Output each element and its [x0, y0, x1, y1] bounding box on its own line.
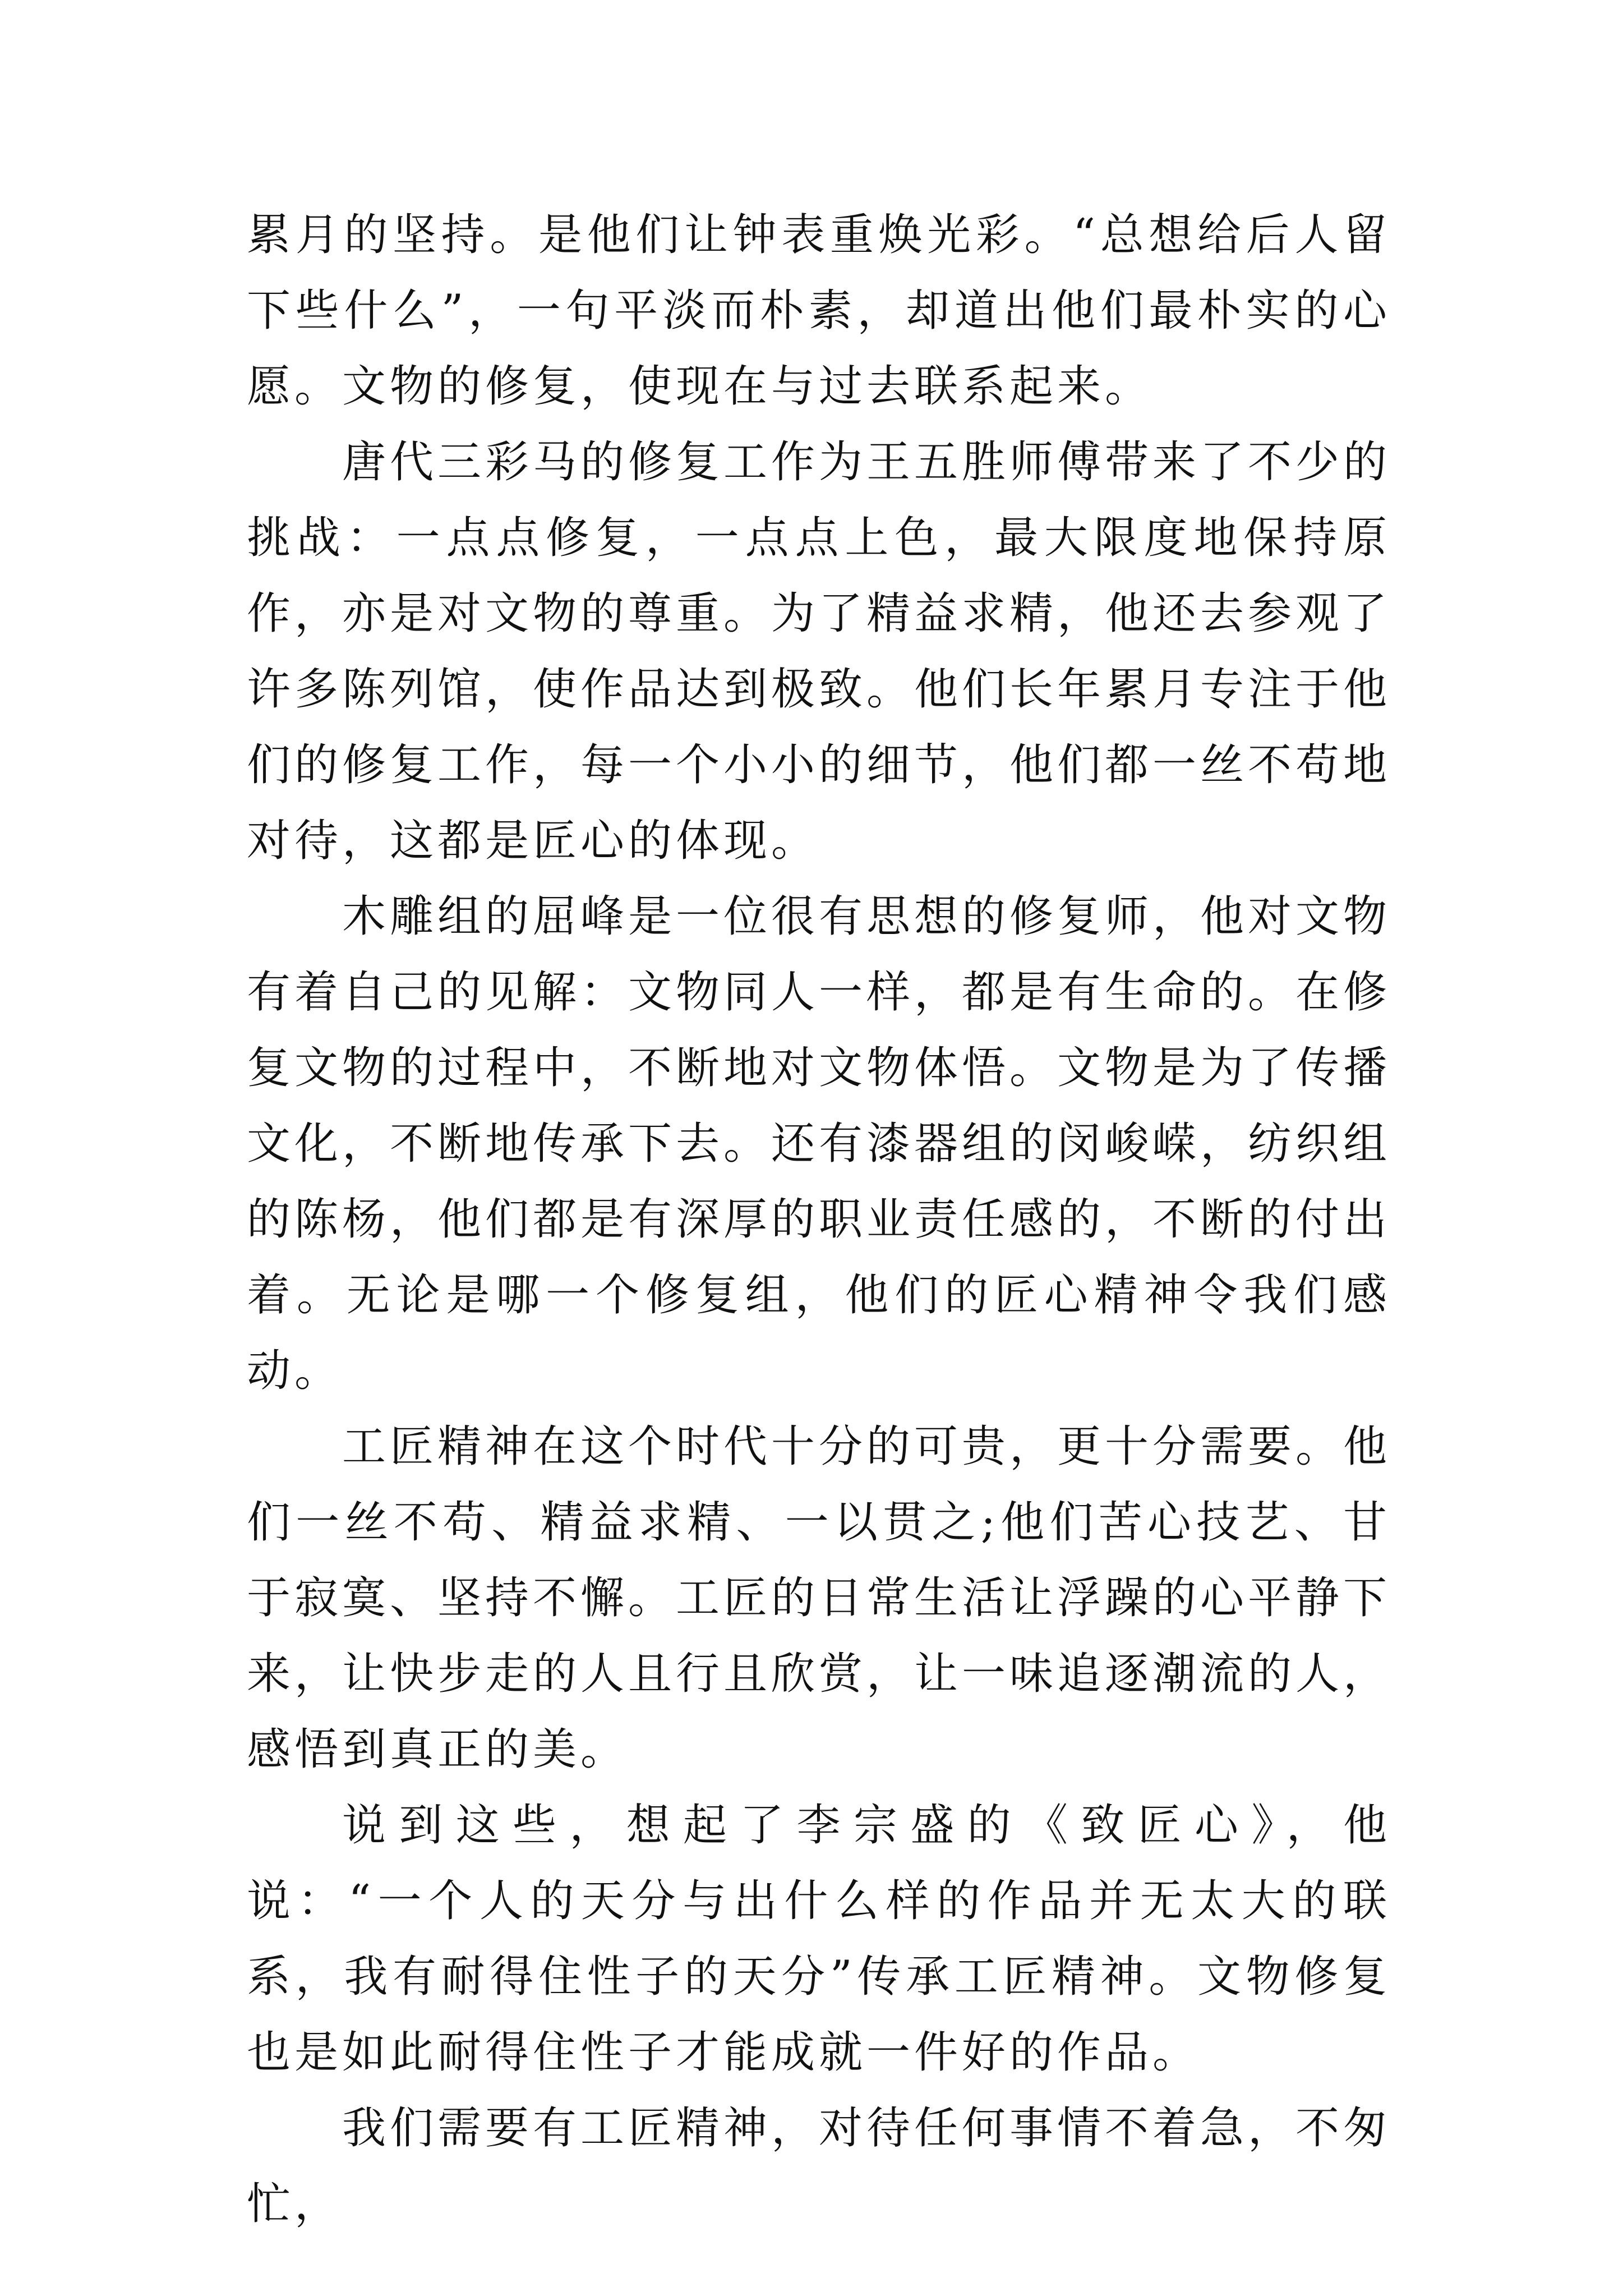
- paragraph-closing: 我们需要有工匠精神，对待任何事情不着急，不匆忙，: [247, 2103, 1391, 2229]
- body-text: [247, 197, 1391, 2242]
- paragraph-craftsman-spirit: 工匠精神在这个时代十分的可贵，更十分需要。他们一丝不苟、精益求精、一以贯之;他们苦心技艺、甘于寂寞、坚持不懈。工匠的日常生活让浮躁的心平静下来，让快步走的人且行且欣赏，让一味追逐潮流的人，感悟到真正的美。: [247, 1421, 1391, 1775]
- paragraph-li-zongsheng-quote: 说到这些，想起了李宗盛的《致匠心》，他说：“一个人的天分与出什么样的作品并无太大的联系，我有耐得住性子的天分”传承工匠精神。文物修复也是如此耐得住性子才能成就一件好的作品。: [247, 1800, 1391, 2078]
- paragraph-continued: 累月的坚持。是他们让钟表重焕光彩。“总想给后人留下些什么”，一句平淡而朴素，却道出他们最朴实的心愿。文物的修复，使现在与过去联系起来。: [247, 210, 1391, 412]
- paragraph-woodcarving-group: 木雕组的屈峰是一位很有思想的修复师，他对文物有着自己的见解：文物同人一样，都是有生命的。在修复文物的过程中，不断地对文物体悟。文物是为了传播文化，不断地传承下去。还有漆器组的闵峻嵘，纺织组的陈杨，他们都是有深厚的职业责任感的，不断的付出着。无论是哪一个修复组，他们的匠心精神令我们感动。: [247, 891, 1391, 1396]
- paragraph-tang-horse-restoration: 唐代三彩马的修复工作为王五胜师傅带来了不少的挑战：一点点修复，一点点上色，最大限度地保持原作，亦是对文物的尊重。为了精益求精，他还去参观了许多陈列馆，使作品达到极致。他们长年累月专注于他们的修复工作，每一个小小的细节，他们都一丝不苟地对待，这都是匠心的体现。: [247, 437, 1391, 866]
